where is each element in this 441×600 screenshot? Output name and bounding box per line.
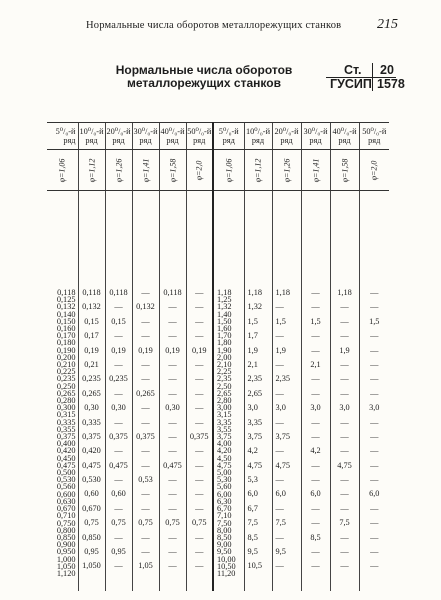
rpm-table xyxy=(47,122,389,591)
page-number: 215 xyxy=(377,17,398,32)
value-cell: — xyxy=(195,359,204,369)
phi-cell: φ=1,12 xyxy=(253,158,263,182)
value-cell: 1,32 xyxy=(247,302,263,312)
value-cell: 4,75 xyxy=(247,460,263,470)
value-cell: — xyxy=(275,532,284,542)
value-cell: — xyxy=(168,489,177,499)
value-cell: — xyxy=(370,345,379,355)
value-cell: — xyxy=(168,374,177,384)
value-cell: — xyxy=(370,475,379,485)
value-cell: — xyxy=(141,446,150,456)
value-cell: — xyxy=(340,374,349,384)
value-cell: — xyxy=(311,547,320,557)
phi-cell: φ=1,26 xyxy=(281,158,291,182)
value-cell: — xyxy=(275,561,284,571)
value-cell: 0,670 xyxy=(82,503,101,513)
value-cell: 4,2 xyxy=(247,446,258,456)
value-cell: 3,75 xyxy=(275,431,291,441)
value-cell: 0,75 xyxy=(138,518,153,528)
value-cell: — xyxy=(168,388,177,398)
value-cell: 2,1 xyxy=(247,359,258,369)
value-cell: — xyxy=(114,417,123,427)
value-cell: — xyxy=(141,417,150,427)
value-cell: — xyxy=(141,460,150,470)
value-cell: 0,19 xyxy=(138,345,153,355)
value-cell: — xyxy=(168,446,177,456)
column-30pct-left xyxy=(132,191,159,592)
value-cell: — xyxy=(168,417,177,427)
value-cell: — xyxy=(141,288,150,297)
value-cell: 0,53 xyxy=(138,475,153,485)
value-cell: — xyxy=(311,503,320,513)
value-cell: 3,35 xyxy=(247,417,263,427)
value-cell: 0,375 xyxy=(109,431,128,441)
running-head: Нормальные числа оборотов металлорежущих станков xyxy=(86,20,342,31)
value-cell: 0,30 xyxy=(84,403,99,413)
phi-cell: φ=1,41 xyxy=(140,158,150,182)
value-cell: 0,21 xyxy=(84,359,99,369)
value-cell: — xyxy=(370,518,379,528)
value-cell: — xyxy=(195,374,204,384)
value-cell: 0,118 xyxy=(82,288,101,297)
value-cell: — xyxy=(275,388,284,398)
value-cell: — xyxy=(168,431,177,441)
header-row xyxy=(47,123,389,150)
value-cell: 1,18 xyxy=(337,288,352,297)
value-cell: — xyxy=(340,359,349,369)
value-cell: 0,235 xyxy=(109,374,128,384)
value-cell: — xyxy=(340,417,349,427)
value-cell: 0,95 xyxy=(84,547,99,557)
value-cell: — xyxy=(370,374,379,384)
value-cell: — xyxy=(141,374,150,384)
value-cell: — xyxy=(114,302,123,312)
value-cell: 2,65 xyxy=(247,388,263,398)
header-cell: 30⁰/₀-й ряд xyxy=(132,123,159,150)
header-cell: 5⁰/₀-й ряд xyxy=(213,123,244,150)
rpm-table-grid xyxy=(47,122,389,591)
value-cell: — xyxy=(311,475,320,485)
value-cell: 0,30 xyxy=(165,403,180,413)
value-cell: 0,850 xyxy=(82,532,101,542)
column-20pct-right xyxy=(272,191,301,592)
value-cell: — xyxy=(195,316,204,326)
value-cell: — xyxy=(168,475,177,485)
value-cell: — xyxy=(340,302,349,312)
value-cell: — xyxy=(168,302,177,312)
value-cell: 0,30 xyxy=(111,403,126,413)
value-cell: 7,5 xyxy=(247,518,258,528)
value-cell: — xyxy=(141,547,150,557)
value-cell: — xyxy=(370,331,379,341)
value-cell: 0,475 xyxy=(82,460,101,470)
value-cell: — xyxy=(114,388,123,398)
value-cell: 0,265 xyxy=(136,388,155,398)
value-cell: 6,0 xyxy=(310,489,321,499)
value-cell: — xyxy=(168,316,177,326)
value-cell: — xyxy=(168,503,177,513)
phi-cell: φ=1,06 xyxy=(224,158,234,182)
value-cell: — xyxy=(370,547,379,557)
value-cell: — xyxy=(340,532,349,542)
value-cell: 0,375 xyxy=(189,431,209,441)
column-30pct-right xyxy=(301,191,330,592)
value-cell: — xyxy=(195,489,204,499)
value-cell: 1,5 xyxy=(275,316,286,326)
value-cell: 0,75 xyxy=(165,518,180,528)
value-cell: 0,265 xyxy=(82,388,101,398)
value-cell: — xyxy=(195,388,204,398)
value-cell: — xyxy=(340,475,349,485)
value-cell: 0,19 xyxy=(165,345,180,355)
phi-cell: φ=1,06 xyxy=(57,158,67,182)
value-cell: 0,335 xyxy=(82,417,101,427)
value-cell: — xyxy=(370,359,379,369)
value-cell: — xyxy=(370,417,379,427)
header-cell: 20⁰/₀-й ряд xyxy=(272,123,301,150)
value-cell: 2,1 xyxy=(310,359,321,369)
value-cell: — xyxy=(340,431,349,441)
value-cell: — xyxy=(114,359,123,369)
header-cell: 50⁰/₀-й ряд xyxy=(186,123,213,150)
value-cell: 1,18 xyxy=(275,288,291,297)
value-cell: — xyxy=(370,532,379,542)
value-cell: 9,5 xyxy=(247,547,258,557)
value-cell: — xyxy=(141,359,150,369)
value-cell: — xyxy=(311,561,320,571)
value-cell: — xyxy=(340,503,349,513)
value-cell: 0,420 xyxy=(82,446,101,456)
value-cell: 8,5 xyxy=(310,532,321,542)
value-cell: 0,132 xyxy=(136,302,155,312)
value-cell: 4,75 xyxy=(337,460,352,470)
column-50pct-right xyxy=(359,191,389,592)
phi-cell: φ=1,12 xyxy=(86,158,96,182)
value-cell: — xyxy=(195,561,204,571)
value-cell: — xyxy=(370,460,379,470)
value-cell: 7,5 xyxy=(275,518,286,528)
value-cell: 1,9 xyxy=(275,345,286,355)
value-cell: 0,75 xyxy=(111,518,126,528)
value-cell: — xyxy=(311,288,320,297)
header-cell: 20⁰/₀-й ряд xyxy=(105,123,132,150)
value-cell: — xyxy=(340,561,349,571)
value-cell: 1,05 xyxy=(138,561,153,571)
value-cell: 0,75 xyxy=(84,518,99,528)
phi-cell: φ=1,41 xyxy=(310,158,320,182)
header-cell: 10⁰/₀-й ряд xyxy=(244,123,272,150)
value-cell: 1,7 xyxy=(247,331,258,341)
value-cell: 0,15 xyxy=(111,316,126,326)
value-cell: — xyxy=(168,532,177,542)
value-cell: — xyxy=(370,302,379,312)
value-cell: — xyxy=(195,417,204,427)
value-cell: — xyxy=(340,331,349,341)
value-cell: — xyxy=(195,403,204,413)
value-cell: — xyxy=(275,417,284,427)
value-cell: — xyxy=(370,288,379,297)
value-cell: 0,19 xyxy=(111,345,126,355)
value-cell: — xyxy=(311,302,320,312)
value-cell: — xyxy=(370,388,379,398)
value-cell: — xyxy=(141,503,150,513)
phi-row xyxy=(47,150,389,191)
value-cell: — xyxy=(141,316,150,326)
value-cell: 5,3 xyxy=(247,475,258,485)
value-cell: — xyxy=(311,331,320,341)
value-cell: — xyxy=(195,288,204,297)
value-cell: 0,118 xyxy=(163,288,182,297)
value-cell: 0,375 xyxy=(136,431,155,441)
column-50pct-left xyxy=(186,191,213,592)
value-cell: 6,0 xyxy=(275,489,286,499)
value-cell: 0,60 xyxy=(111,489,126,499)
header-cell: 50⁰/₀-й ряд xyxy=(359,123,389,150)
column-5pct-right: 1,18 1,25 1,32 1,40 1,50 1,60 1,70 1,80 1,90 2,00 2,10 2,25 2,35 2,50 2,65 2,80 3,00 3,15 3,35 3,55 3,75 4,00 4,20 4,50 4,75 5,00 5,30 5,60 6,00 6,30 6,70 7,10 7,50 8,00 8,50 9,00 9,50 10,00 10,50 11,20 xyxy=(217,288,236,578)
header-cell: 40⁰/₀-й ряд xyxy=(330,123,359,150)
value-cell: — xyxy=(275,446,284,456)
value-cell: — xyxy=(114,446,123,456)
value-cell: 10,5 xyxy=(247,561,263,571)
value-cell: 1,9 xyxy=(339,345,350,355)
value-cell: — xyxy=(275,359,284,369)
value-cell: 4,75 xyxy=(275,460,291,470)
value-cell: 4,2 xyxy=(310,446,321,456)
phi-cell: φ=1,58 xyxy=(339,158,349,182)
value-cell: 7,5 xyxy=(339,518,350,528)
value-cell: — xyxy=(340,446,349,456)
values-row xyxy=(47,191,389,592)
value-cell: 0,375 xyxy=(82,431,101,441)
value-cell: 3,0 xyxy=(310,403,321,413)
value-cell: — xyxy=(195,331,204,341)
value-cell: — xyxy=(311,460,320,470)
phi-cell: φ=2,0 xyxy=(369,160,379,180)
value-cell: — xyxy=(141,331,150,341)
document-title: Нормальные числа оборотов металлорежущих станков xyxy=(115,63,293,90)
value-cell: — xyxy=(168,561,177,571)
value-cell: 0,132 xyxy=(82,302,101,312)
value-cell: — xyxy=(141,532,150,542)
value-cell: — xyxy=(311,345,320,355)
value-cell: — xyxy=(311,431,320,441)
value-cell: — xyxy=(340,547,349,557)
value-cell: — xyxy=(311,518,320,528)
value-cell: — xyxy=(114,475,123,485)
value-cell: — xyxy=(275,302,284,312)
value-cell: — xyxy=(340,388,349,398)
phi-cell: φ=1,26 xyxy=(113,158,123,182)
value-cell: 0,530 xyxy=(82,475,101,485)
header-cell: 40⁰/₀-й ряд xyxy=(159,123,186,150)
value-cell: 8,5 xyxy=(247,532,258,542)
value-cell: 0,475 xyxy=(163,460,182,470)
value-cell: 0,19 xyxy=(191,345,207,355)
value-cell: — xyxy=(141,403,150,413)
standard-box-divider xyxy=(372,63,373,91)
value-cell: — xyxy=(195,302,204,312)
value-cell: 1,5 xyxy=(310,316,321,326)
header-cell: 5⁰/₀-й ряд xyxy=(47,123,78,150)
value-cell: 3,0 xyxy=(247,403,258,413)
standard-number-bottom: 1578 xyxy=(377,77,405,91)
value-cell: — xyxy=(195,503,204,513)
header-cell: 30⁰/₀-й ряд xyxy=(301,123,330,150)
value-cell: — xyxy=(195,446,204,456)
value-cell: 0,17 xyxy=(84,331,99,341)
value-cell: — xyxy=(195,460,204,470)
value-cell: 6,0 xyxy=(369,489,380,499)
column-10pct-right xyxy=(244,191,272,592)
value-cell: — xyxy=(114,561,123,571)
value-cell: 1,9 xyxy=(247,345,258,355)
value-cell: 1,18 xyxy=(247,288,263,297)
header-cell: 10⁰/₀-й ряд xyxy=(78,123,105,150)
value-cell: — xyxy=(195,547,204,557)
value-cell: — xyxy=(311,374,320,384)
standard-label-top: Ст. xyxy=(344,63,362,77)
value-cell: 6,7 xyxy=(247,503,258,513)
value-cell: — xyxy=(275,331,284,341)
value-cell: 1,5 xyxy=(247,316,258,326)
value-cell: 0,15 xyxy=(84,316,99,326)
value-cell: 0,235 xyxy=(82,374,101,384)
value-cell: 1,050 xyxy=(82,561,101,571)
value-cell: — xyxy=(114,532,123,542)
value-cell: 0,95 xyxy=(111,547,126,557)
column-40pct-right xyxy=(330,191,359,592)
value-cell: 0,60 xyxy=(84,489,99,499)
value-cell: — xyxy=(340,489,349,499)
value-cell: — xyxy=(195,532,204,542)
value-cell: 0,475 xyxy=(109,460,128,470)
value-cell: — xyxy=(114,331,123,341)
value-cell: 2,35 xyxy=(275,374,291,384)
phi-cell: φ=2,0 xyxy=(194,160,204,180)
value-cell: — xyxy=(311,388,320,398)
phi-cell: φ=1,58 xyxy=(167,158,177,182)
column-5pct-left: 0,118 0,125 0,132 0,140 0,150 0,160 0,170 0,180 0,190 0,200 0,210 0,225 0,235 0,250 0,265 0,280 0,300 0,315 0,335 0,355 0,375 0,400 0,420 0,450 0,475 0,500 0,530 0,560 0,600 0,630 0,670 0,710 0,750 0,800 0,850 0,900 0,950 1,000 1,050 1,120 xyxy=(56,288,76,578)
value-cell: — xyxy=(168,331,177,341)
value-cell: — xyxy=(370,431,379,441)
value-cell: 0,75 xyxy=(191,518,207,528)
value-cell: — xyxy=(340,316,349,326)
value-cell: 3,0 xyxy=(339,403,350,413)
standard-box-rule xyxy=(326,77,396,78)
value-cell: — xyxy=(311,417,320,427)
value-cell: — xyxy=(168,359,177,369)
value-cell: — xyxy=(141,489,150,499)
value-cell: — xyxy=(114,503,123,513)
column-20pct-left xyxy=(105,191,132,592)
value-cell: 2,35 xyxy=(247,374,263,384)
value-cell: 9,5 xyxy=(275,547,286,557)
value-cell: 0,19 xyxy=(84,345,99,355)
standard-label-bottom: ГУСИП xyxy=(330,77,372,91)
column-10pct-left xyxy=(78,191,105,592)
value-cell: 3,0 xyxy=(275,403,286,413)
value-cell: 0,118 xyxy=(109,288,128,297)
value-cell: — xyxy=(370,446,379,456)
value-cell: 1,5 xyxy=(369,316,380,326)
value-cell: — xyxy=(370,561,379,571)
value-cell: 3,75 xyxy=(247,431,263,441)
value-cell: 6,0 xyxy=(247,489,258,499)
column-40pct-left xyxy=(159,191,186,592)
value-cell: — xyxy=(168,547,177,557)
value-cell: — xyxy=(370,503,379,513)
value-cell: — xyxy=(275,475,284,485)
value-cell: — xyxy=(195,475,204,485)
value-cell: — xyxy=(275,503,284,513)
standard-number-top: 20 xyxy=(380,63,394,77)
value-cell: 3,0 xyxy=(369,403,380,413)
